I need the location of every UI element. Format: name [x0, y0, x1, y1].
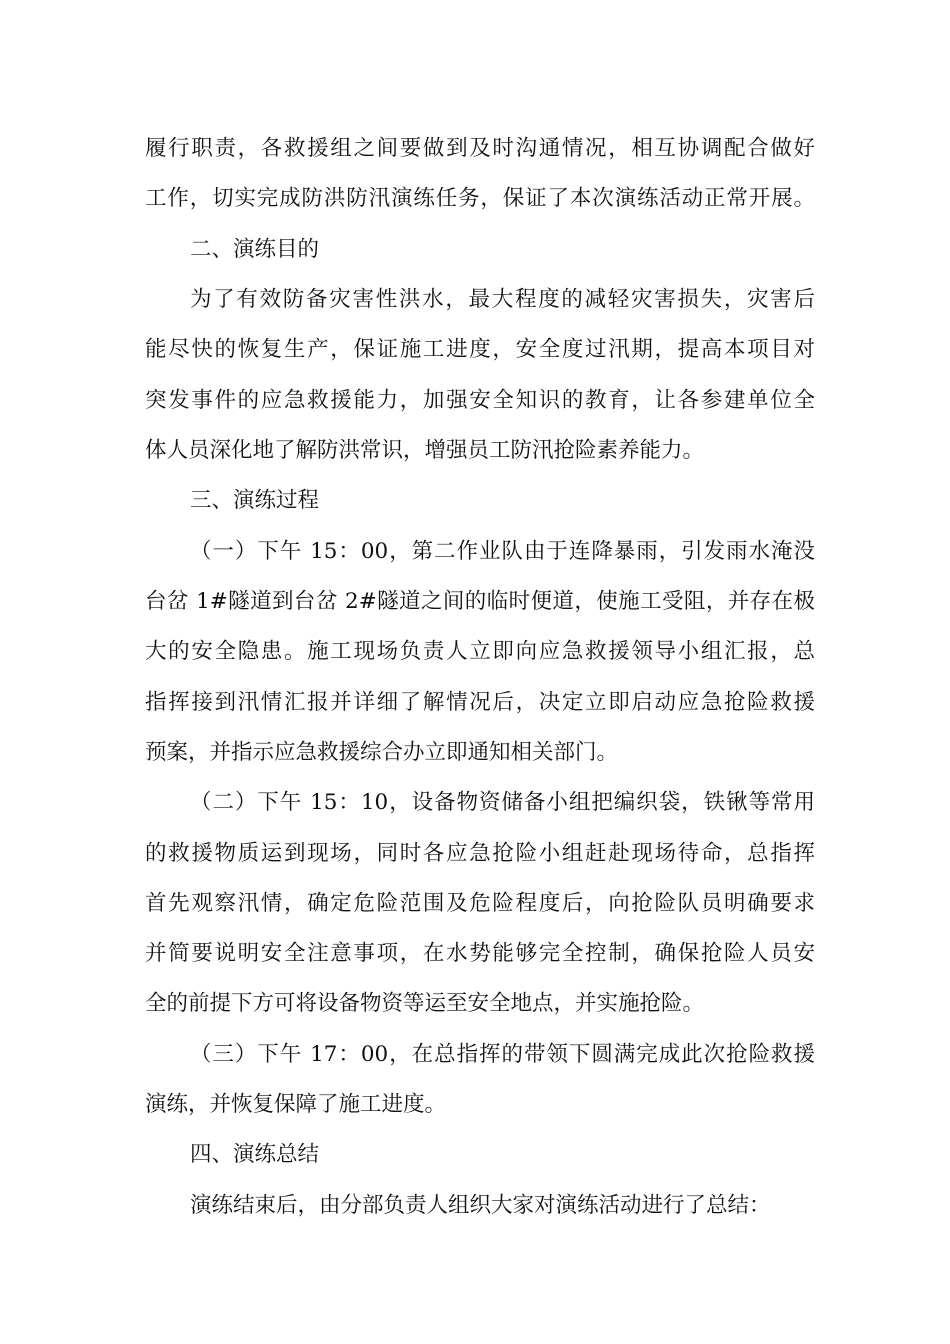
text-line: 能尽快的恢复生产，保证施工进度，安全度过汛期，提高本项目对 [145, 337, 815, 362]
text-line: 为了有效防备灾害性洪水，最大程度的减轻灾害损失，灾害后 [190, 287, 815, 312]
text-line: 演练，并恢复保障了施工进度。 [145, 1092, 447, 1117]
text-line: 工作，切实完成防洪防汛演练任务，保证了本次演练活动正常开展。 [145, 186, 815, 211]
text-line: 全的前提下方可将设备物资等运至安全地点，并实施抢险。 [145, 991, 705, 1016]
section-heading: 三、演练过程 [190, 488, 320, 513]
text-line: 大的安全隐患。施工现场负责人立即向应急救援领导小组汇报，总 [145, 639, 815, 664]
section-heading: 二、演练目的 [190, 237, 320, 262]
text-line: 首先观察汛情，确定危险范围及危险程度后，向抢险队员明确要求 [145, 891, 815, 916]
text-line: 并简要说明安全注意事项，在水势能够完全控制，确保抢险人员安 [145, 941, 815, 966]
text-line: （二）下午 15：10，设备物资储备小组把编织袋，铁锹等常用 [190, 790, 815, 815]
text-line: 履行职责，各救援组之间要做到及时沟通情况，相互协调配合做好 [145, 136, 815, 161]
text-line: （三）下午 17：00，在总指挥的带领下圆满完成此次抢险救援 [190, 1042, 815, 1067]
text-line: 体人员深化地了解防洪常识，增强员工防汛抢险素养能力。 [145, 438, 705, 463]
text-line: 演练结束后，由分部负责人组织大家对演练活动进行了总结： [190, 1193, 771, 1218]
text-line: （一）下午 15：00，第二作业队由于连降暴雨，引发雨水淹没 [190, 539, 815, 564]
text-line: 预案，并指示应急救援综合办立即通知相关部门。 [145, 740, 619, 765]
section-heading: 四、演练总结 [190, 1142, 320, 1167]
text-line: 指挥接到汛情汇报并详细了解情况后，决定立即启动应急抢险救援 [145, 690, 815, 715]
text-line: 突发事件的应急救援能力，加强安全知识的教育，让各参建单位全 [145, 388, 815, 413]
text-line: 的救援物质运到现场，同时各应急抢险小组赶赴现场待命，总指挥 [145, 841, 815, 866]
text-line: 台岔 1#隧道到台岔 2#隧道之间的临时便道，使施工受阻，并存在极 [145, 589, 815, 614]
